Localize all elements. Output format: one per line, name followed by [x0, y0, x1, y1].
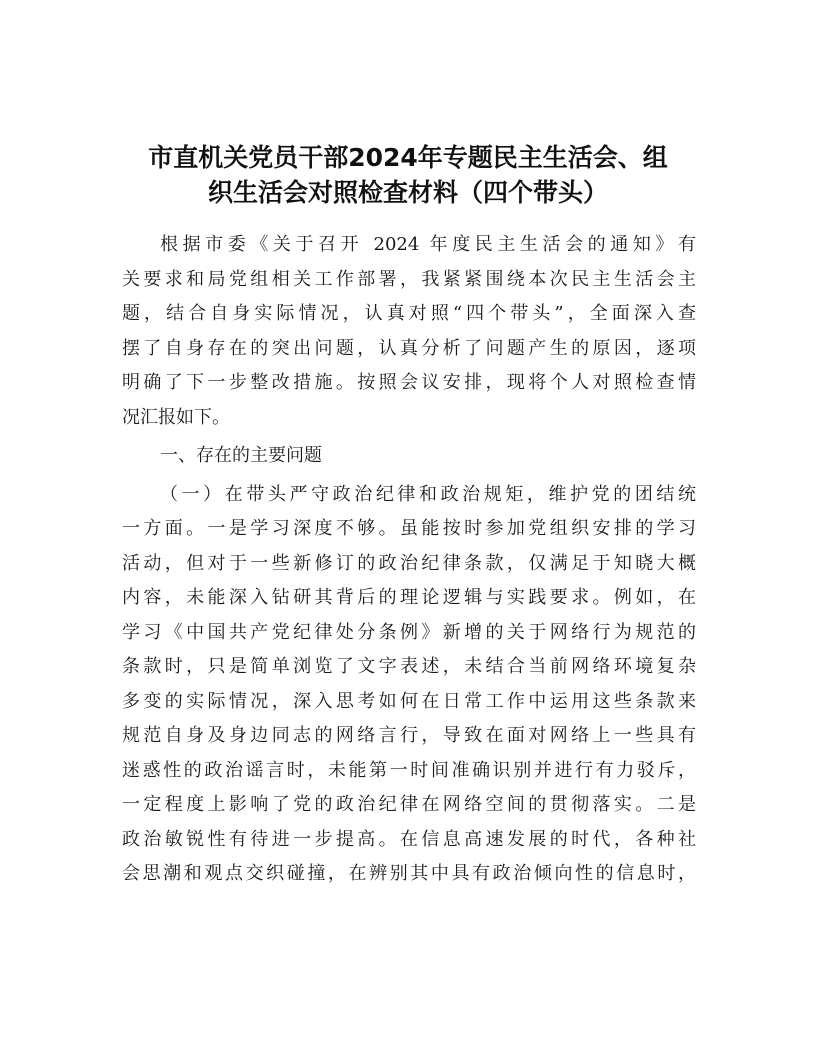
text-line: （一）在带头严守政治纪律和政治规矩，维护党的团结统	[160, 483, 696, 505]
section-one-paragraph	[122, 478, 696, 892]
text-line: 题，结合自身实际情况，认真对照“四个带头”，全面深入查	[122, 303, 696, 324]
document-body	[122, 228, 696, 896]
text-line: 明确了下一步整改措施。按照会议安排，现将个人对照检查情	[122, 372, 696, 393]
text-line: 学习《中国共产党纪律处分条例》新增的关于网络行为规范的	[122, 621, 696, 643]
text-line: 一方面。一是学习深度不够。虽能按时参加党组织安排的学习	[122, 518, 696, 539]
document-title	[110, 140, 706, 210]
text-line: 规范自身及身边同志的网络言行，导致在面对网络上一些具有	[122, 725, 696, 746]
section-heading	[122, 439, 696, 474]
text-line: 况汇报如下。	[122, 406, 230, 428]
title-line-1: 市直机关党员干部2024年专题民主生活会、组	[148, 143, 668, 172]
text-line: 摆了自身存在的突出问题，认真分析了问题产生的原因，逐项	[122, 337, 696, 359]
section-heading-text: 一、存在的主要问题	[160, 445, 322, 466]
text-line: 关要求和局党组相关工作部署，我紧紧围绕本次民主生活会主	[122, 268, 696, 290]
text-line: 多变的实际情况，深入思考如何在日常工作中运用这些条款来	[122, 690, 696, 712]
text-line: 条款时，只是简单浏览了文字表述，未结合当前网络环境复杂	[122, 656, 696, 677]
intro-paragraph	[122, 228, 696, 435]
text-line: 活动，但对于一些新修订的政治纪律条款，仅满足于知晓大概	[122, 552, 696, 574]
text-line: 根据市委《关于召开 2024 年度民主生活会的通知》有	[160, 234, 696, 255]
text-line: 内容，未能深入钻研其背后的理论逻辑与实践要求。例如，在	[122, 587, 696, 608]
text-line: 迷惑性的政治谣言时，未能第一时间准确识别并进行有力驳斥，	[122, 759, 696, 781]
title-line-2: 织生活会对照检查材料（四个带头）	[207, 178, 608, 207]
text-line: 会思潮和观点交织碰撞，在辨别其中具有政治倾向性的信息时，	[122, 863, 696, 884]
text-line: 政治敏锐性有待进一步提高。在信息高速发展的时代，各种社	[122, 828, 696, 850]
text-line: 一定程度上影响了党的政治纪律在网络空间的贯彻落实。二是	[122, 794, 696, 815]
